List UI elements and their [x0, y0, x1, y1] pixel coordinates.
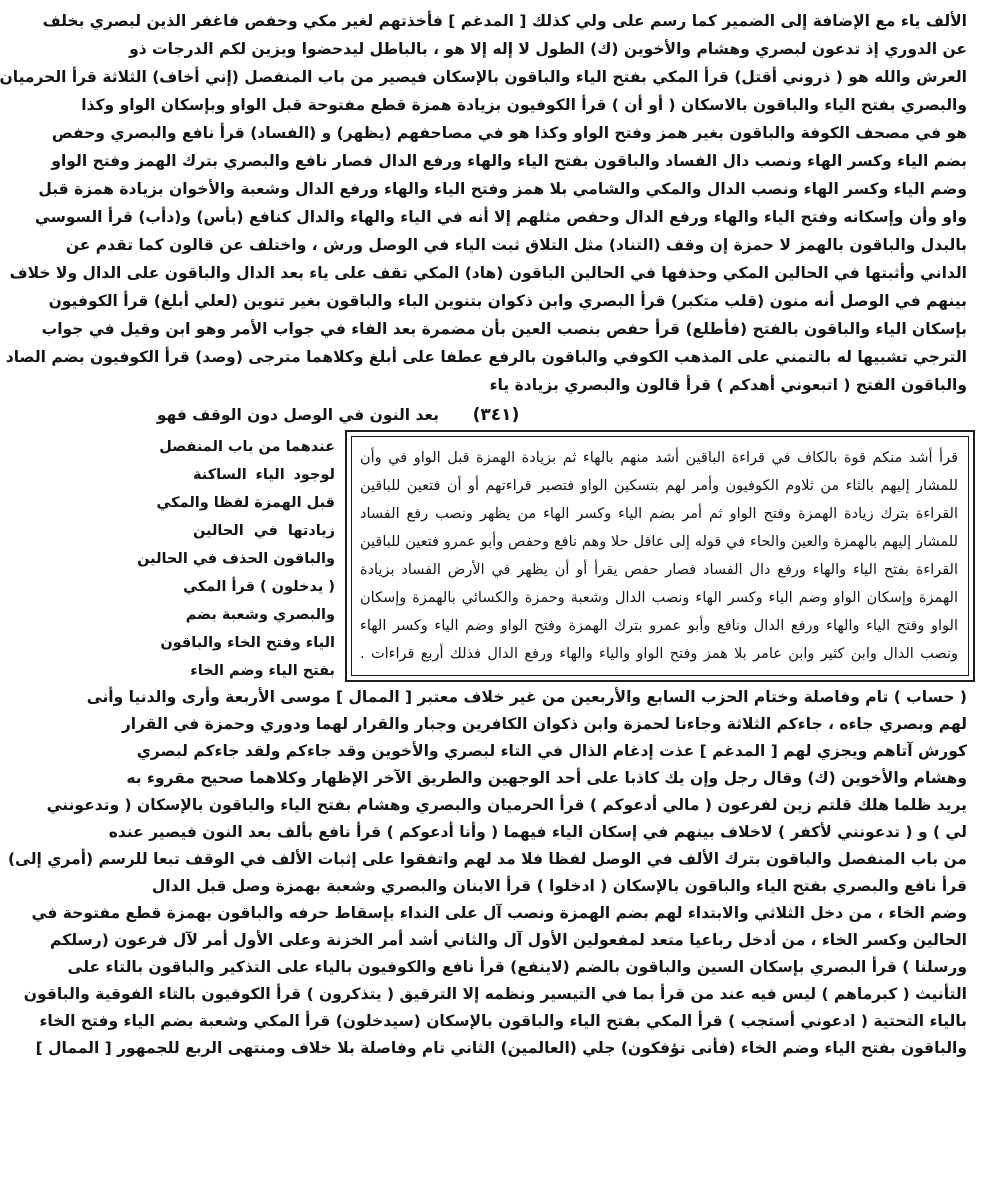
side-line: الياء وفتح الخاء والباقون — [160, 635, 335, 651]
box-line: الواو وفتح الياء والهاء ورفع الدال ونافع وأبو عمرو بترك الهمزة وفتح الواو وضم الياء وكسر الهاء — [360, 618, 958, 634]
text-line: الألف ياء مع الإضافة إلى الضمير كما رسم على ولي كذلك [ المدغم ] فأخذتهم لغير مكي وحفص فاغفر الذين لبصري بخلف — [42, 12, 967, 30]
text-line: والباقون بفتح الياء وضم الخاء (فأنى تؤفكون) جلي (العالمين) الثاني تام وفاصلة بلا خلاف ومنتهى الربع للجمهور [ الممال ] — [35, 1039, 967, 1057]
box-line: قرأ أشد منكم قوة بالكاف في قراءة الباقين أشد منهم بالهاء ثم بزيادة الهمزة قبل الواو في وأن — [360, 450, 958, 466]
box-line: القراءة بترك زيادة الهمزة وفتح الواو ثم أمر بضم الياء وكسر الهاء من يظهر ونصب رفع الفساد — [360, 506, 958, 522]
side-line: بفتح الياء وضم الخاء — [190, 663, 335, 679]
text-line: واو وأن وإسكانه وفتح الياء والهاء ورفع الدال وحفص مثلهم إلا أنه في الياء والهاء والدال كنافع (بأس) و(دأب) قرأ السوسي — [34, 208, 967, 226]
text-line: والباقون الفتح ( اتبعوني أهدكم ) قرأ قالون والبصري بزيادة ياء — [489, 376, 967, 394]
text-line: من باب المنفصل والباقون بترك الألف في الوصل لفظا فلا مد لهم واتفقوا على إثبات الألف في الوقف تبعا للرسم (أمري إلى) — [7, 850, 967, 868]
side-line: والباقون الحذف في الحالين — [137, 551, 335, 567]
side-line: ( يدخلون ) قرأ المكي — [183, 579, 335, 595]
text-line: التأنيث ( كبرماهم ) ليس فيه عند من قرأ بما في التيسير ونظمه إلا الترقيق ( يتذكرون ) قرأ الكوفيون بالتاء الفوقية والباقون — [23, 985, 967, 1003]
text-line: العرش والله هو ( ذروني أقتل) قرأ المكي بفتح الياء والباقون بالإسكان فيصير من باب المنفصل (إني أخاف) الثلاثة قرأ الحرميان — [0, 68, 967, 86]
page-number: (٣٤١) — [472, 405, 520, 425]
text-line: الحالين وكسر الخاء ، من أدخل رباعيا متعد لمفعولين الأول آل والثاني أشد أمر الخزنة وعلى الأول أمر لآل فرعون (رسلكم — [50, 931, 967, 949]
text-line: الترجي تشبيها له بالتمني على المذهب الكوفي والباقون بالرفع عطفا على أبلغ وكلاهما مترجى (وصد) قرأ الكوفيون بضم الصاد — [5, 348, 967, 366]
box-line: ونصب الدال وابن كثير وابن عامر بلا همز وفتح الواو والياء والهاء ورفع الدال فذلك أربع قراءات . — [360, 646, 958, 662]
text-line: وهشام والأخوين (ك) وقال رجل وإن يك كاذبا على أحد الوجهين والطريق الآخر الإظهار وكلاهما صحيح مقروء به — [126, 769, 967, 787]
side-line: عندهما من باب المنفصل — [159, 439, 335, 455]
text-line: وضم الياء وكسر الهاء ونصب الدال والمكي والشامي بلا همز وفتح الياء والهاء ورفع الدال وشعبة والأخوان بزيادة همزة قبل — [38, 180, 967, 198]
box-inner-border — [351, 436, 969, 676]
text-line: عن الدوري إذ تدعون لبصري وهشام والأخوين (ك) الطول لا إله إلا هو ، بالباطل ليدحضوا ويزين لكم الدرجات ذو — [129, 40, 967, 58]
text-line: بإسكان الياء والباقون بالفتح (فأطلع) قرأ حفص بنصب العين بأن مضمرة بعد الفاء في جواب الأمر وهو ابن وقيل في جواب — [41, 320, 967, 338]
box-line: للمشار إليهم بالثاء من ثلاوم الكوفيون وأمر لهم بتسكين الواو فتصير قراءتهم أو أن فتعين للباقين — [360, 478, 958, 494]
text-line: كورش آتاهم ويجزي لهم [ المدغم ] عذت إدغام الذال في التاء لبصري والأخوين وقد جاءكم ولقد جاءكم لبصري — [136, 742, 967, 760]
text-line: بضم الياء وكسر الهاء ونصب دال الفساد والباقون بفتح الياء والهاء ورفع الدال فصار نافع والبصري بترك الهمز وفتح الواو — [51, 152, 967, 170]
box-line: للمشار إليهم بالهمزة والعين والحاء في قوله إلى عاقل حلا وهم نافع وحفص وأبو عمرو فتعين للباقين — [360, 534, 958, 550]
side-line: والبصري وشعبة بضم — [185, 607, 335, 623]
side-line: قبل الهمزة لفظا والمكي — [156, 495, 335, 511]
text-line: لي ) و ( تدعونني لأكفر ) لاخلاف بينهم في إسكان الياء فيهما ( وأنا أدعوكم ) قرأ نافع بألف بعد النون فيصير عنده — [108, 823, 967, 841]
box-line: القراءة بفتح الياء والهاء ورفع دال الفساد فصار حفص يقرأ أو أن يظهر في الأرض الفساد بزيادة — [360, 562, 958, 578]
text-line: بالبدل والباقون بالهمز لا حمزة إن وقف (التناد) مثل التلاق ثبت الياء في الوصل ورش ، واختلف عن قالون كما تقدم عن — [65, 236, 967, 254]
text-line: بينهم في الوصل أنه منون (قلب متكبر) قرأ البصري وابن ذكوان بتنوين الباء والباقون بغير تنوين (لعلي أبلغ) قرأ الكوفيون — [48, 292, 967, 310]
side-line: لوجود الياء الساكنة — [193, 467, 335, 483]
box-line: الهمزة وإسكان الواو وضم الياء وكسر الهاء ونصب الدال وشعبة وحمزة والكسائي بالهمزة وإسكان — [360, 590, 958, 606]
text-line: بالياء التحتية ( ادعوني أستجب ) قرأ المكي بفتح الياء والباقون بالإسكان (سيدخلون) قرأ المكي وشعبة بضم الياء وفتح الخاء — [39, 1012, 967, 1030]
text-line: ورسلنا ) قرأ البصري بإسكان السين والباقون بالضم (لاينفع) قرأ نافع والكوفيون بالياء على التذكير والباقون بالتاء على — [67, 958, 967, 976]
text-line: بعد النون في الوصل دون الوقف فهو — [156, 406, 439, 424]
text-line: قرأ نافع والبصري بفتح الياء والباقون بالإسكان ( ادخلوا ) قرأ الابنان والبصري وشعبة بهمزة وصل قبل الدال — [151, 877, 967, 895]
side-line: زيادتها في الحالين — [193, 523, 335, 539]
text-line: هو في مصحف الكوفة والباقون بغير همز وفتح الواو وكذا هو في مصاحفهم (يظهر) و (الفساد) قرأ نافع والبصري وحفص — [51, 124, 967, 142]
text-line: ( حساب ) تام وفاصلة وختام الحزب السابع والأربعين من غير خلاف معتبر [ الممال ] موسى الأربعة وأرى والدنيا وأنى — [86, 688, 967, 706]
text-line: لهم وبصري جاءه ، جاءكم الثلاثة وجاءنا لحمزة وابن ذكوان الكافرين وجبار والقرار لهما ودوري وحمزة في القرار — [121, 715, 967, 733]
text-line: يريد ظلما هلك قلتم زين لفرعون ( مالي أدعوكم ) قرأ الحرميان والبصري وهشام بفتح الياء والباقون بالإسكان ( وتدعونني — [46, 796, 967, 814]
text-line: الداني وأثبتها في الحالين المكي وحذفها في الحالين الباقون (هاد) المكي تقف على ياء بعد الدال والباقون على الدال ولا خلاف — [9, 264, 967, 282]
text-line: والبصري بفتح الياء والباقون بالاسكان ( أو أن ) قرأ الكوفيون بزيادة همزة قطع مفتوحة قبل الواو وبإسكان الواو وكذا — [81, 96, 967, 114]
text-line: وضم الخاء ، من دخل الثلاثي والابتداء لهم بضم الهمزة ونصب آل على النداء بإسقاط حرفه والباقون بهمزة قطع مفتوحة في — [31, 904, 967, 922]
commentary-box — [345, 430, 975, 682]
